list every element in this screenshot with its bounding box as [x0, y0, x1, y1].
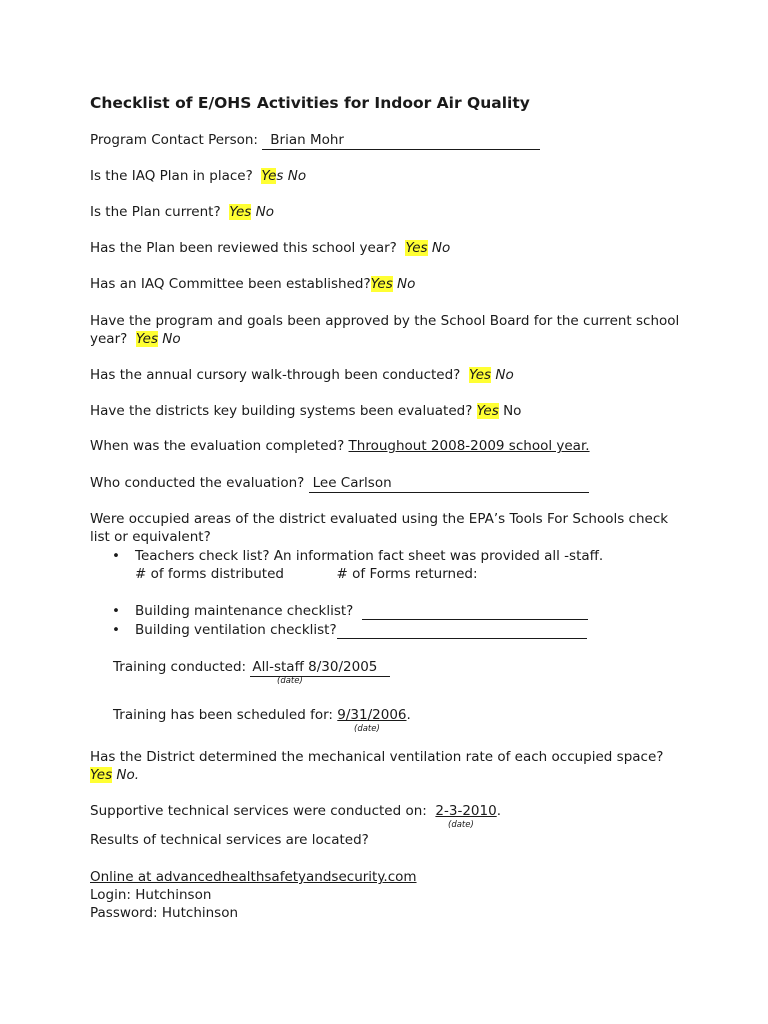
training-conducted-label: Training conducted:	[113, 659, 247, 675]
q-program-goals-line2	[90, 330, 181, 348]
q-key-systems-label: Have the districts key building systems been evaluated?	[90, 403, 473, 419]
bullet-dot: •	[112, 603, 120, 619]
contact-person-label: Program Contact Person:	[90, 132, 258, 148]
training-scheduled-label: Training has been scheduled for:	[113, 707, 333, 723]
no-answer: No	[162, 331, 181, 347]
no-answer: No.	[116, 767, 140, 783]
q-occupied-areas-line2: list or equivalent?	[90, 529, 211, 545]
training-scheduled-caption: (date)	[354, 724, 380, 734]
q-key-systems	[90, 402, 521, 420]
no-answer: No	[503, 403, 522, 419]
q-ventilation-rate-line1: Has the District determined the mechanical ventilation rate of each occupied space?	[90, 749, 664, 765]
no-answer: No	[287, 168, 307, 184]
bullet-teachers	[112, 547, 604, 565]
who-conducted-value: Lee Carlson	[309, 474, 589, 493]
q-plan-reviewed-label: Has the Plan been reviewed this school year?	[90, 240, 397, 256]
q-walkthrough-label: Has the annual cursory walk-through been conducted?	[90, 367, 461, 383]
forms-returned-label: # of Forms returned:	[336, 566, 478, 582]
q-plan-current-label: Is the Plan current?	[90, 204, 221, 220]
bullet-dot: •	[112, 548, 120, 564]
yes-answer: Yes	[370, 276, 393, 292]
q-eval-completed	[90, 437, 590, 455]
contact-person-row	[90, 131, 540, 150]
technical-services-label: Supportive technical services were conducted on:	[90, 803, 427, 819]
q-who-conducted	[90, 474, 589, 493]
q-plan-reviewed	[90, 239, 450, 257]
no-answer: No	[495, 367, 514, 383]
bullet-ventilation	[112, 621, 587, 639]
online-link[interactable]: Online at advancedhealthsafetyandsecurity.com	[90, 869, 417, 885]
no-answer: No	[431, 240, 451, 256]
results-location: Results of technical services are located?	[90, 832, 369, 848]
yes-rest: s	[276, 168, 284, 184]
q-occupied-areas-line1: Were occupied areas of the district evaluated using the EPA’s Tools For Schools check	[90, 511, 669, 527]
q-iaq-plan	[90, 167, 306, 185]
maintenance-checklist-label: Building maintenance checklist?	[135, 603, 354, 619]
technical-services-row: Supportive technical services were conducted on: 2-3-2010.	[90, 803, 501, 819]
q-plan-current	[90, 203, 274, 221]
forms-distributed-label: # of forms distributed	[135, 566, 284, 582]
q-program-goals-line1: Have the program and goals been approved by the School Board for the current school	[90, 313, 680, 329]
yes-highlight: Ye	[261, 168, 277, 184]
eval-completed-value: Throughout 2008-2009 school year.	[348, 438, 590, 454]
q-walkthrough	[90, 366, 514, 384]
login-text: Login: Hutchinson	[90, 887, 212, 903]
teachers-checklist-label: Teachers check list? An information fact sheet was provided all -staff.	[135, 548, 604, 564]
ventilation-checklist-label: Building ventilation checklist?	[135, 622, 337, 638]
yes-answer: Yes	[405, 240, 428, 256]
training-conducted-caption: (date)	[277, 676, 303, 686]
no-answer: No	[397, 276, 416, 292]
q-committee	[90, 275, 415, 293]
no-answer: No	[255, 204, 274, 220]
password-text: Password: Hutchinson	[90, 905, 239, 921]
training-conducted-value: All-staff 8/30/2005	[250, 658, 390, 677]
bullet-maintenance	[112, 602, 588, 620]
ventilation-checklist-blank	[337, 624, 587, 639]
technical-services-date: 2-3-2010	[435, 803, 497, 819]
training-scheduled-row: Training has been scheduled for: 9/31/2006.	[113, 707, 411, 723]
forms-counts-row	[135, 565, 478, 583]
training-conducted-row	[113, 658, 390, 677]
bullet-dot: •	[112, 622, 120, 638]
technical-services-caption: (date)	[448, 820, 474, 830]
document-title: Checklist of E/OHS Activities for Indoor Air Quality	[90, 94, 530, 112]
q-eval-completed-label: When was the evaluation completed?	[90, 438, 345, 454]
q-ventilation-rate-line2	[90, 766, 139, 784]
yes-answer: Yes	[468, 367, 492, 383]
contact-person-value: Brian Mohr	[262, 131, 540, 150]
q-committee-label: Has an IAQ Committee been established?	[90, 276, 371, 292]
q-iaq-plan-label: Is the IAQ Plan in place?	[90, 168, 253, 184]
training-scheduled-value: 9/31/2006	[337, 707, 407, 723]
maintenance-checklist-blank	[362, 605, 588, 620]
yes-answer: Yes	[476, 403, 499, 419]
yes-answer: Yes	[229, 204, 252, 220]
yes-answer: Yes	[90, 767, 113, 783]
q-who-conducted-label: Who conducted the evaluation?	[90, 475, 305, 491]
yes-answer: Yes	[135, 331, 158, 347]
q-program-goals-label: year?	[90, 331, 128, 347]
